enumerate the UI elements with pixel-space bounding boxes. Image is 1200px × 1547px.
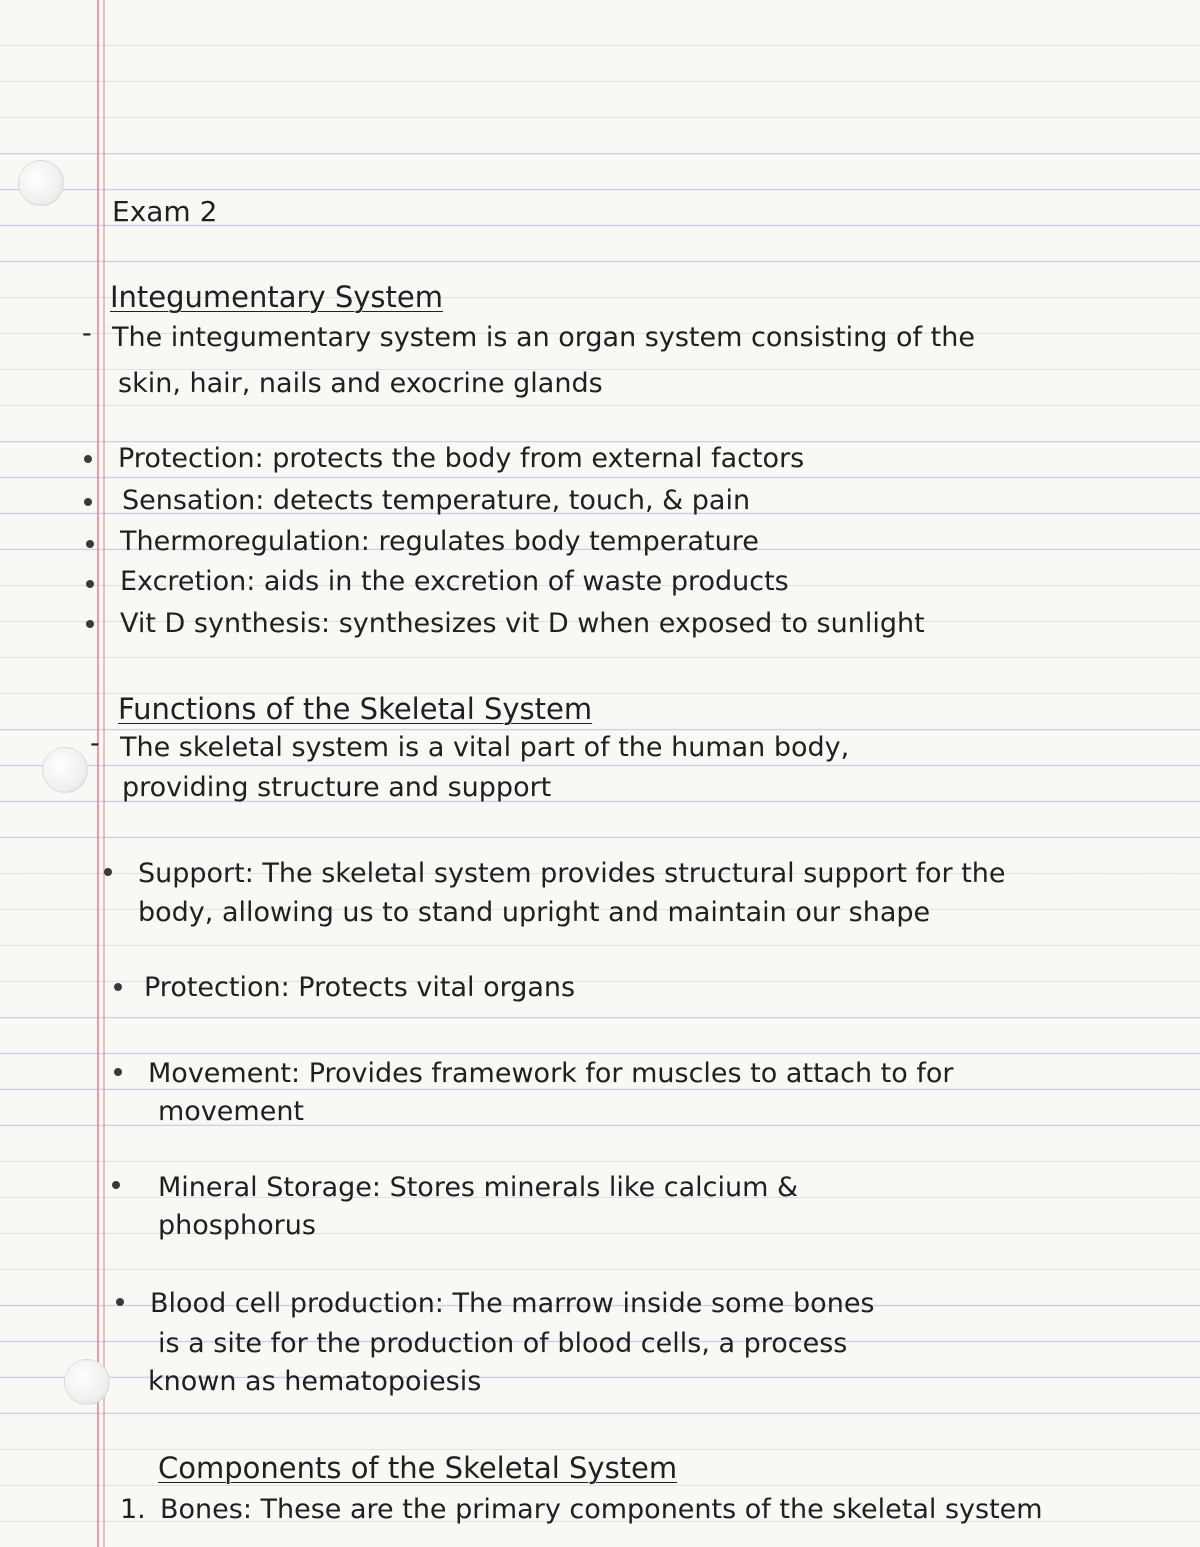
- skeletal-mineral-line-1: Mineral Storage: Stores minerals like calcium &: [158, 1172, 799, 1203]
- bullet: [84, 498, 92, 506]
- page-title: Exam 2: [112, 195, 218, 228]
- integumentary-function-protection: Protection: protects the body from external factors: [118, 443, 805, 474]
- punch-hole-bottom: [64, 1359, 110, 1405]
- component-item-number: 1.: [120, 1494, 146, 1525]
- skeletal-movement-line-1: Movement: Provides framework for muscles to attach to for: [148, 1058, 954, 1089]
- integumentary-function-sensation: Sensation: detects temperature, touch, & pain: [122, 485, 751, 516]
- bullet: [86, 540, 94, 548]
- bullet: [116, 1298, 124, 1306]
- margin-line: [97, 0, 99, 1547]
- bullet: [86, 580, 94, 588]
- integumentary-intro-line-2: skin, hair, nails and exocrine glands: [118, 368, 603, 399]
- skeletal-movement-line-2: movement: [158, 1096, 305, 1127]
- component-item-bones: Bones: These are the primary components of the skeletal system: [160, 1494, 1043, 1525]
- bullet: [84, 455, 92, 463]
- skeletal-support-line-2: body, allowing us to stand upright and maintain our shape: [138, 897, 931, 928]
- integumentary-function-vit-d: Vit D synthesis: synthesizes vit D when exposed to sunlight: [120, 608, 925, 639]
- skeletal-intro-line-1: The skeletal system is a vital part of the human body,: [120, 732, 850, 763]
- bullet: [114, 1068, 122, 1076]
- punch-hole-middle: [42, 747, 88, 793]
- bullet: [114, 983, 122, 991]
- skeletal-mineral-line-2: phosphorus: [158, 1210, 316, 1241]
- integumentary-function-thermoregulation: Thermoregulation: regulates body temperature: [120, 526, 759, 557]
- skeletal-blood-line-1: Blood cell production: The marrow inside some bones: [150, 1288, 875, 1319]
- bullet: [86, 620, 94, 628]
- skeletal-intro-line-2: providing structure and support: [122, 772, 552, 803]
- integumentary-heading: Integumentary System: [110, 280, 443, 314]
- margin-line-secondary: [103, 0, 105, 1547]
- bullet: [112, 1181, 120, 1189]
- dash-marker: -: [82, 318, 92, 349]
- skeletal-blood-line-3: known as hematopoiesis: [148, 1366, 482, 1397]
- bullet: [104, 868, 112, 876]
- skeletal-functions-heading: Functions of the Skeletal System: [118, 692, 593, 726]
- integumentary-intro-line-1: The integumentary system is an organ system consisting of the: [112, 322, 975, 353]
- skeletal-components-heading: Components of the Skeletal System: [158, 1451, 678, 1485]
- dash-marker: -: [90, 728, 100, 759]
- skeletal-protection: Protection: Protects vital organs: [144, 972, 576, 1003]
- skeletal-support-line-1: Support: The skeletal system provides structural support for the: [138, 858, 1006, 889]
- integumentary-function-excretion: Excretion: aids in the excretion of waste products: [120, 566, 789, 597]
- skeletal-blood-line-2: is a site for the production of blood cells, a process: [158, 1328, 848, 1359]
- punch-hole-top: [18, 160, 64, 206]
